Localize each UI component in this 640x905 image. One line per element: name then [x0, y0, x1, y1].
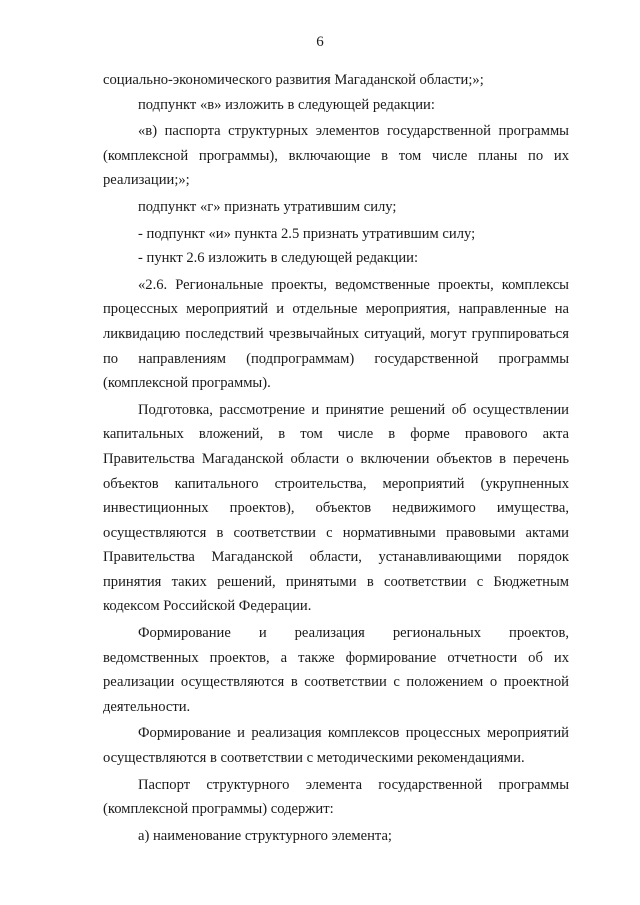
- paragraph-process-complexes: Формирование и реализация комплексов процессных мероприятий осуществляются в соответствии с методическими рекомендациями.: [103, 725, 569, 767]
- paragraph-subitem-i: - подпункт «и» пункта 2.5 признать утратившим силу;: [138, 225, 476, 242]
- paragraph-continuation: социально-экономического развития Магаданской области;»;: [103, 72, 484, 88]
- paragraph-item-a: а) наименование структурного элемента;: [138, 827, 392, 844]
- paragraph-subitem-v-text: «в) паспорта структурных элементов государственной программы (комплексной программы), включающие в том числе планы по их реализации;»;: [103, 123, 569, 189]
- paragraph-item-2-6-text: «2.6. Региональные проекты, ведомственные проекты, комплексы процессных мероприятий и отдельные мероприятия, направленные на ликвидацию последствий чрезвычайных ситуаций, могут группироваться по направлениям (подпрограммам) государственной программы (комплексной программы).: [103, 276, 569, 392]
- paragraph-projects-formation: Формирование и реализация региональных проектов, ведомственных проектов, а также формирование отчетности об их реализации осуществляются в соответствии с положением о проектной деятельности.: [103, 625, 569, 715]
- document-body: [103, 68, 569, 848]
- paragraph-subitem-g: подпункт «г» признать утратившим силу;: [138, 198, 397, 215]
- paragraph-passport-contents: Паспорт структурного элемента государственной программы (комплексной программы) содержит:: [103, 776, 569, 818]
- paragraph-item-2-6-instruction: - пункт 2.6 изложить в следующей редакции:: [138, 250, 419, 267]
- paragraph-capital-investments: Подготовка, рассмотрение и принятие решений об осуществлении капитальных вложений, в том числе в форме правового акта Правительства Магаданской области о включении объектов в перечень объектов капитального строительства, мероприятий (укрупненных инвестиционных проектов), объектов недвижимого имущества, осуществляются в соответствии с нормативными правовыми актами Правительства Магаданской области, устанавливающими порядок принятия таких решений, принятыми в соответствии с Бюджетным кодексом Российской Федерации.: [103, 401, 569, 615]
- page-number: 6: [316, 34, 324, 50]
- paragraph-subitem-v-instruction: подпункт «в» изложить в следующей редакции:: [138, 96, 435, 113]
